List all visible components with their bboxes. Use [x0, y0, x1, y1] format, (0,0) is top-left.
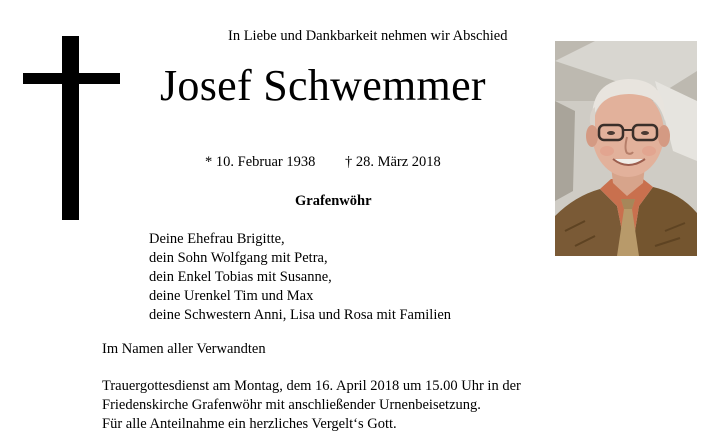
service-info [102, 377, 521, 434]
place-name: Grafenwöhr [295, 193, 372, 209]
life-dates [205, 154, 441, 171]
intro-text: In Liebe und Dankbarkeit nehmen wir Abschied [228, 28, 508, 44]
deceased-name: Josef Schwemmer [160, 61, 486, 110]
death-date: † 28. März 2018 [344, 154, 441, 170]
mourner-line: Deine Ehefrau Brigitte, [149, 231, 285, 247]
cross-icon-horizontal [23, 73, 120, 84]
mourner-line: dein Sohn Wolfgang mit Petra, [149, 250, 328, 266]
mourners-list [149, 230, 451, 325]
portrait-photo [555, 41, 697, 256]
mourner-line: deine Schwestern Anni, Lisa und Rosa mit Familien [149, 307, 452, 323]
on-behalf-text: Im Namen aller Verwandten [102, 341, 266, 357]
mourner-line: dein Enkel Tobias mit Susanne, [149, 269, 332, 285]
service-line: Friedenskirche Grafenwöhr mit anschließender Urnenbeisetzung. [102, 397, 481, 413]
mourner-line: deine Urenkel Tim und Max [149, 288, 314, 304]
service-line: Für alle Anteilnahme ein herzliches Vergelt‘s Gott. [102, 416, 397, 432]
cross-icon-vertical [62, 36, 79, 220]
service-line: Trauergottesdienst am Montag, dem 16. April 2018 um 15.00 Uhr in der [102, 378, 521, 394]
birth-date: * 10. Februar 1938 [205, 154, 316, 170]
